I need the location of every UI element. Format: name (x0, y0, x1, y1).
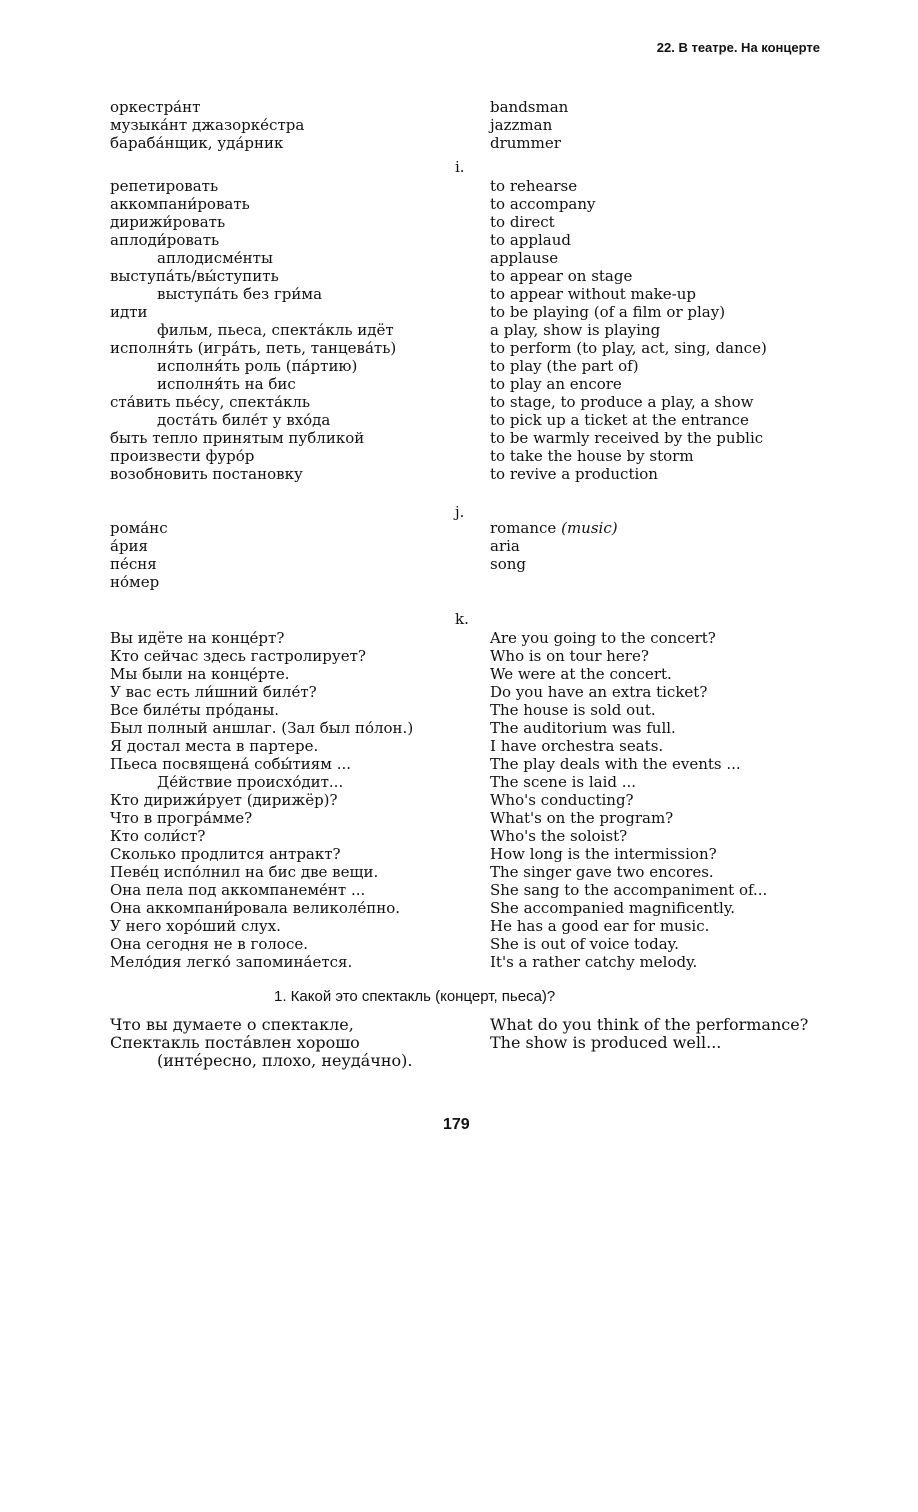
vocab-row (0, 519, 918, 537)
phrase-row (0, 845, 918, 863)
english-text: How long is the intermission? (490, 845, 717, 863)
english-term (490, 116, 552, 134)
english-text: to rehearse (490, 177, 578, 195)
russian-term: произвести фуро́р (110, 447, 255, 465)
russian-term: Спектакль поста́влен хорошо (110, 1033, 360, 1052)
vocab-row (0, 134, 918, 152)
phrase-row (0, 683, 918, 701)
vocab-row (0, 411, 918, 429)
vocab-row (0, 429, 918, 447)
question-row (0, 1052, 918, 1070)
phrase-row (0, 899, 918, 917)
english-term (490, 411, 749, 429)
english-text: to revive a production (490, 465, 658, 483)
russian-term: выступа́ть без гри́ма (157, 285, 323, 303)
russian-term: Пьеса посвящена́ собы́тиям ... (110, 755, 352, 773)
russian-term: Кто соли́ст? (110, 827, 206, 845)
russian-term: музыка́нт джазорке́стра (110, 116, 305, 134)
english-term (490, 555, 526, 573)
section-i-letter: i. (455, 158, 465, 176)
english-term (490, 809, 673, 827)
vocab-row (0, 447, 918, 465)
english-text: She sang to the accompaniment of... (490, 881, 768, 899)
russian-term: возобновить постановку (110, 465, 303, 483)
phrase-row (0, 773, 918, 791)
vocab-row (0, 321, 918, 339)
english-text: What do you think of the performance? (490, 1015, 809, 1034)
english-term (490, 647, 649, 665)
english-term (490, 303, 725, 321)
phrase-row (0, 701, 918, 719)
russian-term: репетировать (110, 177, 219, 195)
english-term (490, 429, 763, 447)
russian-term: (инте́ресно, плохо, неуда́чно). (157, 1051, 413, 1070)
phrase-row (0, 935, 918, 953)
phrase-row (0, 827, 918, 845)
english-text: to perform (to play, act, sing, dance) (490, 339, 767, 357)
russian-term: У вас есть ли́шний биле́т? (110, 683, 317, 701)
russian-term: Мы были на конце́рте. (110, 665, 290, 683)
russian-term: Что вы думаете о спектакле, (110, 1015, 354, 1034)
vocab-row (0, 285, 918, 303)
vocab-row (0, 555, 918, 573)
phrase-row (0, 881, 918, 899)
english-text: to applaud (490, 231, 571, 249)
english-term (490, 845, 717, 863)
english-text: She is out of voice today. (490, 935, 679, 953)
english-text: The show is produced well... (490, 1033, 722, 1052)
english-term (490, 267, 632, 285)
english-text: jazzman (490, 116, 553, 134)
english-term (490, 465, 658, 483)
russian-term: Она пела под аккомпанеме́нт ... (110, 881, 366, 899)
russian-term: оркестра́нт (110, 98, 201, 116)
english-term (490, 537, 520, 555)
vocab-row (0, 537, 918, 555)
english-text: to stage, to produce a play, a show (490, 393, 754, 411)
russian-term: Сколько продлится антракт? (110, 845, 341, 863)
russian-term: исполня́ть (игра́ть, петь, танцева́ть) (110, 339, 397, 357)
english-term (490, 683, 707, 701)
phrase-row (0, 755, 918, 773)
english-term (490, 1016, 808, 1034)
english-term (490, 881, 767, 899)
russian-term: исполня́ть роль (па́ртию) (157, 357, 358, 375)
english-term (490, 357, 639, 375)
english-text: to pick up a ticket at the entrance (490, 411, 749, 429)
russian-term: ста́вить пье́су, спекта́кль (110, 393, 311, 411)
english-text: Who's the soloist? (490, 827, 628, 845)
russian-term: бараба́нщик, уда́рник (110, 134, 284, 152)
english-term (490, 285, 696, 303)
english-text: to be warmly received by the public (490, 429, 764, 447)
running-header: 22. В театре. На концерте (656, 40, 820, 55)
russian-term: но́мер (110, 573, 160, 591)
russian-term: идти (110, 303, 148, 321)
russian-term: дирижи́ровать (110, 213, 226, 231)
vocab-row (0, 393, 918, 411)
russian-term: выступа́ть/вы́ступить (110, 267, 279, 285)
english-text: He has a good ear for music. (490, 917, 710, 935)
russian-term: Кто сейчас здесь гастролирует? (110, 647, 366, 665)
vocab-row (0, 177, 918, 195)
english-text: song (490, 555, 526, 573)
english-term (490, 629, 716, 647)
phrase-row (0, 719, 918, 737)
vocab-row (0, 267, 918, 285)
english-text: to direct (490, 213, 555, 231)
phrase-row (0, 809, 918, 827)
english-text: The singer gave two encores. (490, 863, 714, 881)
russian-term: исполня́ть на бис (157, 375, 296, 393)
russian-term: пе́сня (110, 555, 157, 573)
vocab-row (0, 465, 918, 483)
english-text: Do you have an extra ticket? (490, 683, 708, 701)
vocab-row (0, 339, 918, 357)
russian-term: доста́ть биле́т у вхо́да (157, 411, 331, 429)
english-text: aria (490, 537, 520, 555)
english-text: to accompany (490, 195, 596, 213)
english-text: Who's conducting? (490, 791, 634, 809)
english-term (490, 863, 714, 881)
vocab-row (0, 375, 918, 393)
english-text: applause (490, 249, 559, 267)
english-text: to play an encore (490, 375, 622, 393)
phrase-row (0, 665, 918, 683)
vocab-section-i (0, 177, 918, 483)
russian-term: аккомпани́ровать (110, 195, 250, 213)
english-term (490, 213, 555, 231)
english-term (490, 447, 694, 465)
russian-term: Что в програ́мме? (110, 809, 253, 827)
question-block (0, 1016, 918, 1070)
russian-term: а́рия (110, 537, 149, 555)
english-text: bandsman (490, 98, 569, 116)
english-term (490, 665, 672, 683)
english-note: (music) (561, 519, 618, 537)
russian-term: быть тепло принятым публикой (110, 429, 365, 447)
question-row (0, 1034, 918, 1052)
english-term (490, 98, 568, 116)
english-text: We were at the concert. (490, 665, 672, 683)
english-term (490, 519, 618, 537)
russian-term: Я достал места в партере. (110, 737, 319, 755)
phrase-row (0, 737, 918, 755)
english-term (490, 953, 697, 971)
english-text: to play (the part of) (490, 357, 639, 375)
english-term (490, 917, 709, 935)
english-term (490, 773, 636, 791)
section-j-letter: j. (455, 503, 465, 521)
russian-term: Де́йствие происхо́дит... (157, 773, 344, 791)
russian-term: Мело́дия легко́ запомина́ется. (110, 953, 353, 971)
english-term (490, 249, 558, 267)
english-text: The auditorium was full. (490, 719, 676, 737)
vocab-row (0, 303, 918, 321)
english-term (490, 177, 577, 195)
english-term (490, 339, 767, 357)
english-term (490, 375, 622, 393)
english-term (490, 393, 753, 411)
english-text: to appear without make-up (490, 285, 697, 303)
english-term (490, 791, 634, 809)
vocab-row (0, 116, 918, 134)
russian-term: аплодисме́нты (157, 249, 273, 267)
english-text: The scene is laid ... (490, 773, 637, 791)
english-text: The house is sold out. (490, 701, 656, 719)
phrase-row (0, 791, 918, 809)
english-term (490, 701, 656, 719)
english-text: romance (490, 519, 557, 537)
english-text: The play deals with the events ... (490, 755, 741, 773)
section-k-letter: k. (455, 610, 469, 628)
english-term (490, 899, 735, 917)
english-text: Who is on tour here? (490, 647, 649, 665)
phrase-row (0, 647, 918, 665)
english-text: to take the house by storm (490, 447, 694, 465)
english-text: Are you going to the concert? (490, 629, 716, 647)
vocab-row (0, 357, 918, 375)
english-term (490, 737, 663, 755)
english-text: to be playing (of a film or play) (490, 303, 726, 321)
vocab-row (0, 573, 918, 591)
english-text: What's on the program? (490, 809, 674, 827)
english-text: It's a rather catchy melody. (490, 953, 698, 971)
english-text: a play, show is playing (490, 321, 661, 339)
russian-term: фильм, пьеса, спекта́кль идёт (157, 321, 394, 339)
phrase-row (0, 629, 918, 647)
english-text: to appear on stage (490, 267, 633, 285)
vocab-section-j (0, 519, 918, 591)
vocab-row (0, 98, 918, 116)
english-text: I have orchestra seats. (490, 737, 664, 755)
russian-term: Она сегодня не в голосе. (110, 935, 308, 953)
english-text: drummer (490, 134, 561, 152)
vocab-top-block (0, 98, 918, 152)
russian-term: Она аккомпани́ровала великоле́пно. (110, 899, 401, 917)
question-heading: 1. Какой это спектакль (концерт, пьеса)? (274, 988, 556, 1005)
vocab-row (0, 195, 918, 213)
english-term (490, 195, 596, 213)
page-number: 179 (443, 1116, 470, 1133)
english-term (490, 134, 561, 152)
question-row (0, 1016, 918, 1034)
english-term (490, 321, 660, 339)
phrase-row (0, 917, 918, 935)
phrase-row (0, 863, 918, 881)
vocab-row (0, 231, 918, 249)
phrase-row (0, 953, 918, 971)
vocab-row (0, 249, 918, 267)
english-term (490, 231, 571, 249)
russian-term: Кто дирижи́рует (дирижёр)? (110, 791, 338, 809)
russian-term: У него хоро́ший слух. (110, 917, 281, 935)
english-term (490, 827, 627, 845)
russian-term: рома́нс (110, 519, 168, 537)
russian-term: аплоди́ровать (110, 231, 220, 249)
english-text: She accompanied magnificently. (490, 899, 736, 917)
phrases-section-k (0, 629, 918, 971)
russian-term: Вы идёте на конце́рт? (110, 629, 285, 647)
russian-term: Певе́ц испо́лнил на бис две вещи. (110, 863, 379, 881)
russian-term: Был полный аншлаг. (Зал был по́лон.) (110, 719, 414, 737)
english-term (490, 719, 676, 737)
vocab-row (0, 213, 918, 231)
russian-term: Все биле́ты про́даны. (110, 701, 280, 719)
english-term (490, 935, 679, 953)
english-term (490, 1034, 721, 1052)
english-term (490, 755, 741, 773)
